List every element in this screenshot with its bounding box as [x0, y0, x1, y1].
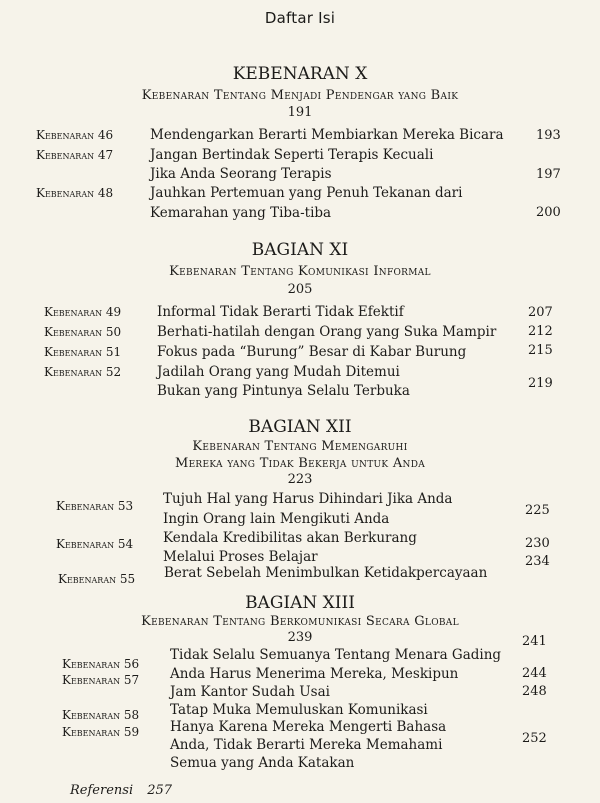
entry-page: 248: [522, 684, 547, 699]
references-page: 257: [147, 783, 173, 798]
section-title: KEBENARAN X: [232, 64, 368, 84]
entry-title: Tujuh Hal yang Harus Dihindari Jika Anda: [163, 491, 453, 507]
entry-label: Kebenaran 58: [62, 708, 140, 722]
entry-page: 219: [528, 376, 553, 391]
entry-title: Informal Tidak Berarti Tidak Efektif: [157, 304, 404, 320]
entry-title: Kendala Kredibilitas akan Berkurang: [163, 530, 417, 546]
entry-page: 234: [525, 554, 550, 569]
section-subtitle-cont: Mereka yang Tidak Bekerja untuk Anda: [174, 456, 426, 471]
entry-page: 252: [522, 731, 547, 746]
entry-page: 241: [522, 634, 547, 649]
entry-page: 193: [536, 128, 561, 143]
references-label: Referensi: [70, 783, 134, 798]
entry-title: Hanya Karena Mereka Mengerti Bahasa: [170, 719, 447, 735]
section-subtitle: Kebenaran Tentang Memengaruhi: [192, 439, 408, 454]
entry-page: 197: [536, 167, 561, 182]
entry-label: Kebenaran 51: [44, 345, 122, 359]
entry-label: Kebenaran 55: [58, 572, 136, 586]
entry-label: Kebenaran 48: [36, 186, 114, 200]
entry-title: Jauhkan Pertemuan yang Penuh Tekanan dari: [150, 185, 463, 201]
entry-page: 225: [525, 503, 550, 518]
entry-label: Kebenaran 54: [56, 537, 134, 551]
entry-label: Kebenaran 46: [36, 128, 114, 142]
section-page: 223: [287, 472, 313, 487]
entry-title-cont: Jika Anda Seorang Terapis: [150, 166, 332, 182]
entry-title-cont: Jam Kantor Sudah Usai: [170, 684, 330, 700]
section-subtitle: Kebenaran Tentang Berkomunikasi Secara Global: [141, 614, 459, 629]
entry-label: Kebenaran 53: [56, 499, 134, 513]
entry-title-cont: Bukan yang Pintunya Selalu Terbuka: [157, 383, 410, 399]
entry-title: Mendengarkan Berarti Membiarkan Mereka Bicara: [150, 127, 504, 143]
entry-title-cont: Ingin Orang lain Mengikuti Anda: [163, 511, 390, 527]
section-title: BAGIAN XII: [248, 417, 352, 437]
entry-page: 212: [528, 324, 553, 339]
entry-title-cont: Kemarahan yang Tiba-tiba: [150, 205, 332, 221]
entry-label: Kebenaran 49: [44, 305, 122, 319]
entry-title: Berat Sebelah Menimbulkan Ketidakpercayaan: [164, 565, 488, 581]
section-subtitle: Kebenaran Tentang Komunikasi Informal: [169, 264, 431, 279]
entry-label: Kebenaran 56: [62, 657, 140, 671]
entry-page: 244: [522, 666, 547, 681]
entry-title: Tidak Selalu Semuanya Tentang Menara Gading: [170, 647, 502, 663]
entry-page: 200: [536, 205, 561, 220]
entry-title: Tatap Muka Memuluskan Komunikasi: [170, 702, 428, 718]
section-page: 239: [287, 630, 313, 645]
entry-page: 215: [528, 343, 553, 358]
entry-title-cont: Anda, Tidak Berarti Mereka Memahami: [170, 737, 443, 753]
section-title: BAGIAN XIII: [245, 593, 355, 613]
section-title: BAGIAN XI: [251, 240, 349, 260]
section-subtitle: Kebenaran Tentang Menjadi Pendengar yang Baik: [141, 88, 459, 103]
section-page: 191: [287, 105, 313, 120]
entry-label: Kebenaran 47: [36, 148, 114, 162]
section-page: 205: [287, 282, 313, 297]
entry-label: Kebenaran 50: [44, 325, 122, 339]
references-entry: [70, 783, 172, 798]
running-head: Daftar Isi: [264, 9, 336, 27]
entry-title: Jangan Bertindak Seperti Terapis Kecuali: [150, 147, 434, 163]
entry-title-cont: Semua yang Anda Katakan: [170, 755, 355, 771]
entry-title: Anda Harus Menerima Mereka, Meskipun: [170, 666, 459, 682]
entry-page: 230: [525, 536, 550, 551]
entry-label: Kebenaran 59: [62, 725, 140, 739]
entry-page: 207: [528, 305, 553, 320]
entry-title: Berhati-hatilah dengan Orang yang Suka Mampir: [157, 324, 497, 340]
entry-label: Kebenaran 52: [44, 365, 122, 379]
entry-label: Kebenaran 57: [62, 673, 140, 687]
entry-title-cont: Melalui Proses Belajar: [163, 549, 318, 565]
entry-title: Jadilah Orang yang Mudah Ditemui: [157, 364, 400, 380]
entry-title: Fokus pada “Burung” Besar di Kabar Burung: [157, 344, 467, 360]
